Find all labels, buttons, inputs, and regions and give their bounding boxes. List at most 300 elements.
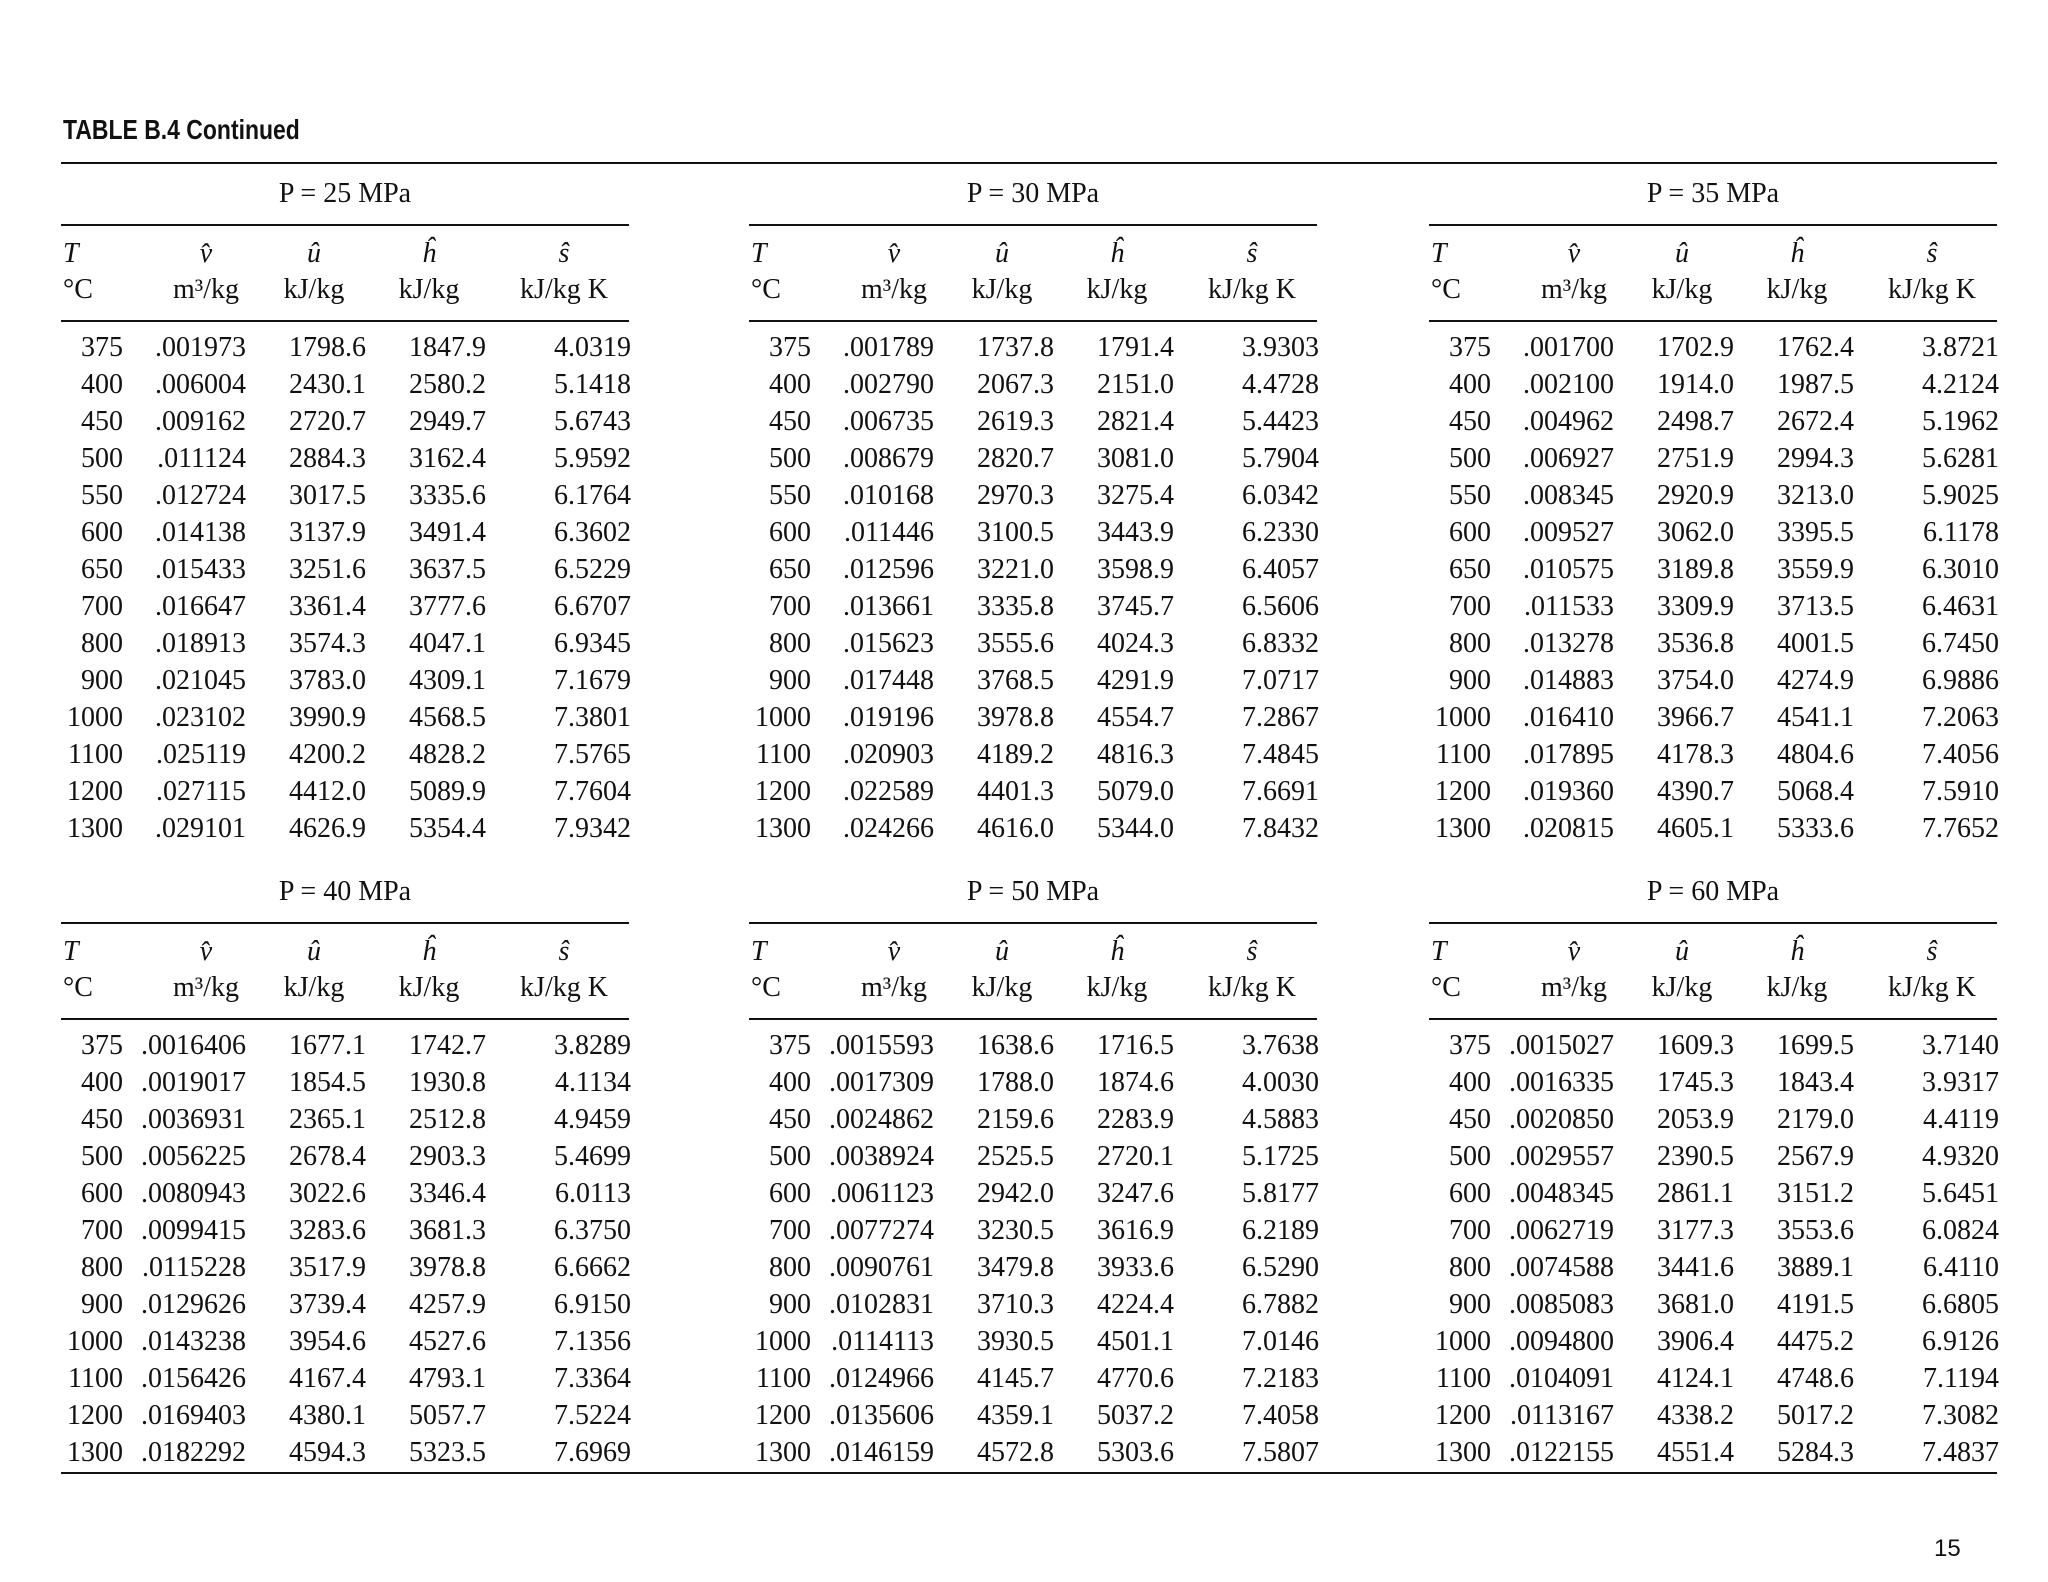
column-unit: kJ/kg bbox=[283, 972, 345, 1003]
temperature-cell: 600 bbox=[1449, 1178, 1491, 1209]
property-cell: .0080943 bbox=[141, 1178, 246, 1209]
property-cell: 6.7882 bbox=[1242, 1289, 1319, 1320]
property-cell: .0104091 bbox=[1509, 1363, 1614, 1394]
property-cell: .0074588 bbox=[1509, 1252, 1614, 1283]
property-cell: .017895 bbox=[1523, 739, 1614, 770]
property-cell: .020815 bbox=[1523, 813, 1614, 844]
header-rule bbox=[749, 1018, 1317, 1020]
property-cell: 2903.3 bbox=[409, 1141, 486, 1172]
property-cell: .017448 bbox=[843, 665, 934, 696]
column-symbol: ĥ bbox=[1110, 936, 1124, 967]
table-row bbox=[749, 1215, 1317, 1252]
property-cell: 4527.6 bbox=[409, 1326, 486, 1357]
property-cell: .0099415 bbox=[141, 1215, 246, 1246]
temperature-cell: 500 bbox=[769, 443, 811, 474]
property-cell: 2619.3 bbox=[977, 406, 1054, 437]
property-cell: 2365.1 bbox=[289, 1104, 366, 1135]
property-cell: 1843.4 bbox=[1777, 1067, 1854, 1098]
property-cell: 6.3750 bbox=[554, 1215, 631, 1246]
table-row bbox=[1429, 702, 1997, 739]
property-cell: 5.8177 bbox=[1242, 1178, 1319, 1209]
property-cell: 4.4119 bbox=[1923, 1104, 1999, 1135]
table-row bbox=[749, 1067, 1317, 1104]
property-cell: 3966.7 bbox=[1657, 702, 1734, 733]
table-row bbox=[61, 1326, 629, 1363]
property-cell: 3346.4 bbox=[409, 1178, 486, 1209]
column-unit: °C bbox=[63, 972, 93, 1003]
property-cell: 7.4837 bbox=[1922, 1437, 1999, 1468]
temperature-cell: 1200 bbox=[67, 1400, 123, 1431]
property-cell: .011446 bbox=[844, 517, 934, 548]
property-cell: .011124 bbox=[157, 443, 246, 474]
property-cell: .016410 bbox=[1523, 702, 1614, 733]
property-cell: 4.5883 bbox=[1242, 1104, 1319, 1135]
pressure-table bbox=[61, 866, 629, 1486]
property-cell: 6.9126 bbox=[1922, 1326, 1999, 1357]
table-row bbox=[61, 480, 629, 517]
property-cell: .0015593 bbox=[829, 1030, 934, 1061]
temperature-cell: 375 bbox=[769, 1030, 811, 1061]
property-cell: 7.9342 bbox=[554, 813, 631, 844]
temperature-cell: 800 bbox=[1449, 628, 1491, 659]
temperature-cell: 550 bbox=[769, 480, 811, 511]
property-cell: 3598.9 bbox=[1097, 554, 1174, 585]
temperature-cell: 1100 bbox=[756, 1363, 811, 1394]
property-cell: .011533 bbox=[1524, 591, 1614, 622]
column-symbol: ŝ bbox=[558, 936, 570, 967]
table-body bbox=[749, 332, 1317, 850]
property-cell: .029101 bbox=[155, 813, 246, 844]
temperature-cell: 500 bbox=[1449, 443, 1491, 474]
property-cell: .013661 bbox=[843, 591, 934, 622]
property-cell: 2067.3 bbox=[977, 369, 1054, 400]
table-row bbox=[749, 1400, 1317, 1437]
table-row bbox=[61, 702, 629, 739]
table-title: TABLE B.4 Continued bbox=[63, 114, 300, 145]
property-cell: .0169403 bbox=[141, 1400, 246, 1431]
property-cell: 3.9317 bbox=[1922, 1067, 1999, 1098]
table-row bbox=[1429, 332, 1997, 369]
property-cell: 6.9886 bbox=[1922, 665, 1999, 696]
property-cell: 6.6662 bbox=[554, 1252, 631, 1283]
table-row bbox=[61, 1400, 629, 1437]
property-cell: 7.3364 bbox=[554, 1363, 631, 1394]
property-cell: .0114113 bbox=[831, 1326, 934, 1357]
property-cell: .025119 bbox=[156, 739, 246, 770]
column-unit: kJ/kg K bbox=[1208, 274, 1296, 305]
property-cell: 7.5224 bbox=[554, 1400, 631, 1431]
property-cell: 4178.3 bbox=[1657, 739, 1734, 770]
property-cell: 3251.6 bbox=[289, 554, 366, 585]
property-cell: 3978.8 bbox=[409, 1252, 486, 1283]
property-cell: 7.0146 bbox=[1242, 1326, 1319, 1357]
column-symbol: T bbox=[63, 936, 79, 967]
column-symbol: T bbox=[1431, 936, 1447, 967]
table-row bbox=[61, 369, 629, 406]
temperature-cell: 1100 bbox=[68, 739, 123, 770]
property-cell: 2567.9 bbox=[1777, 1141, 1854, 1172]
property-cell: 5.6743 bbox=[554, 406, 631, 437]
table-row bbox=[1429, 1141, 1997, 1178]
temperature-cell: 650 bbox=[769, 554, 811, 585]
column-unit: kJ/kg bbox=[971, 274, 1033, 305]
property-cell: 2512.8 bbox=[409, 1104, 486, 1135]
property-cell: 4145.7 bbox=[977, 1363, 1054, 1394]
property-cell: 3017.5 bbox=[289, 480, 366, 511]
column-symbol: ĥ bbox=[1790, 936, 1804, 967]
column-symbol: v̂ bbox=[887, 936, 901, 967]
property-cell: 1737.8 bbox=[977, 332, 1054, 363]
property-cell: 3637.5 bbox=[409, 554, 486, 585]
property-cell: 7.1679 bbox=[554, 665, 631, 696]
property-cell: .0036931 bbox=[141, 1104, 246, 1135]
table-row bbox=[1429, 1178, 1997, 1215]
temperature-cell: 450 bbox=[769, 406, 811, 437]
property-cell: 5.1418 bbox=[554, 369, 631, 400]
table-row bbox=[61, 517, 629, 554]
property-cell: 5.9025 bbox=[1922, 480, 1999, 511]
property-cell: 1874.6 bbox=[1097, 1067, 1174, 1098]
table-bottom-rule bbox=[61, 1472, 1997, 1474]
temperature-cell: 900 bbox=[1449, 1289, 1491, 1320]
property-cell: 1699.5 bbox=[1777, 1030, 1854, 1061]
property-cell: .012724 bbox=[155, 480, 246, 511]
table-row bbox=[1429, 1289, 1997, 1326]
property-cell: 7.1194 bbox=[1923, 1363, 1999, 1394]
column-symbol: T bbox=[63, 238, 79, 269]
property-cell: 3189.8 bbox=[1657, 554, 1734, 585]
table-body bbox=[61, 1030, 629, 1474]
table-row bbox=[749, 1141, 1317, 1178]
property-cell: .0029557 bbox=[1509, 1141, 1614, 1172]
property-cell: 4200.2 bbox=[289, 739, 366, 770]
temperature-cell: 450 bbox=[1449, 1104, 1491, 1135]
column-symbol: û bbox=[307, 238, 321, 269]
table-row bbox=[749, 332, 1317, 369]
table-row bbox=[1429, 1067, 1997, 1104]
column-unit: kJ/kg bbox=[971, 972, 1033, 1003]
temperature-cell: 1200 bbox=[1435, 1400, 1491, 1431]
property-cell: .0015027 bbox=[1509, 1030, 1614, 1061]
column-symbol: v̂ bbox=[887, 238, 901, 269]
temperature-cell: 600 bbox=[81, 517, 123, 548]
property-cell: .009527 bbox=[1523, 517, 1614, 548]
table-row bbox=[1429, 665, 1997, 702]
property-cell: 7.4845 bbox=[1242, 739, 1319, 770]
property-cell: 3213.0 bbox=[1777, 480, 1854, 511]
table-row bbox=[1429, 443, 1997, 480]
temperature-cell: 1000 bbox=[67, 1326, 123, 1357]
header-rule bbox=[1429, 320, 1997, 322]
table-row bbox=[61, 628, 629, 665]
property-cell: 3151.2 bbox=[1777, 1178, 1854, 1209]
temperature-cell: 1100 bbox=[756, 739, 811, 770]
table-row bbox=[1429, 480, 1997, 517]
property-cell: .0020850 bbox=[1509, 1104, 1614, 1135]
column-unit: kJ/kg K bbox=[1208, 972, 1296, 1003]
property-cell: .020903 bbox=[843, 739, 934, 770]
table-row bbox=[61, 1141, 629, 1178]
table-row bbox=[1429, 739, 1997, 776]
column-symbol: û bbox=[995, 238, 1009, 269]
temperature-cell: 600 bbox=[1449, 517, 1491, 548]
table-body bbox=[61, 332, 629, 850]
temperature-cell: 800 bbox=[81, 1252, 123, 1283]
property-cell: 3335.8 bbox=[977, 591, 1054, 622]
property-cell: 2390.5 bbox=[1657, 1141, 1734, 1172]
property-cell: 4541.1 bbox=[1777, 702, 1854, 733]
property-cell: 5.6451 bbox=[1922, 1178, 1999, 1209]
property-cell: 4167.4 bbox=[289, 1363, 366, 1394]
property-cell: .004962 bbox=[1523, 406, 1614, 437]
property-cell: 6.2189 bbox=[1242, 1215, 1319, 1246]
pressure-title: P = 25 MPa bbox=[278, 178, 412, 209]
property-cell: 2159.6 bbox=[977, 1104, 1054, 1135]
property-cell: 2751.9 bbox=[1657, 443, 1734, 474]
property-cell: 7.5807 bbox=[1242, 1437, 1319, 1468]
property-cell: 2920.9 bbox=[1657, 480, 1734, 511]
property-cell: 3443.9 bbox=[1097, 517, 1174, 548]
column-symbol: ĥ bbox=[422, 238, 436, 269]
property-cell: 4412.0 bbox=[289, 776, 366, 807]
table-row bbox=[749, 369, 1317, 406]
property-cell: 2430.1 bbox=[289, 369, 366, 400]
column-unit: °C bbox=[1431, 274, 1461, 305]
property-cell: 6.0342 bbox=[1242, 480, 1319, 511]
property-cell: .010575 bbox=[1523, 554, 1614, 585]
property-cell: 4001.5 bbox=[1777, 628, 1854, 659]
property-cell: 2821.4 bbox=[1097, 406, 1174, 437]
property-cell: 5068.4 bbox=[1777, 776, 1854, 807]
column-symbol: û bbox=[1675, 238, 1689, 269]
temperature-cell: 375 bbox=[81, 1030, 123, 1061]
column-unit: kJ/kg bbox=[1651, 972, 1713, 1003]
property-cell: 6.5606 bbox=[1242, 591, 1319, 622]
temperature-cell: 900 bbox=[1449, 665, 1491, 696]
property-cell: 2151.0 bbox=[1097, 369, 1174, 400]
table-row bbox=[749, 591, 1317, 628]
property-cell: 4189.2 bbox=[977, 739, 1054, 770]
property-cell: .0016406 bbox=[141, 1030, 246, 1061]
temperature-cell: 800 bbox=[1449, 1252, 1491, 1283]
column-unit: kJ/kg bbox=[1086, 972, 1148, 1003]
table-row bbox=[1429, 406, 1997, 443]
property-cell: .0085083 bbox=[1509, 1289, 1614, 1320]
property-cell: 4828.2 bbox=[409, 739, 486, 770]
property-cell: 3275.4 bbox=[1097, 480, 1174, 511]
header-rule bbox=[749, 224, 1317, 226]
table-row bbox=[61, 1437, 629, 1474]
table-row bbox=[749, 517, 1317, 554]
pressure-table bbox=[61, 168, 631, 844]
property-cell: 3221.0 bbox=[977, 554, 1054, 585]
column-unit: m³/kg bbox=[861, 274, 927, 305]
table-row bbox=[61, 1104, 629, 1141]
property-cell: .006927 bbox=[1523, 443, 1614, 474]
property-cell: 5.4699 bbox=[554, 1141, 631, 1172]
property-cell: 3062.0 bbox=[1657, 517, 1734, 548]
header-rule bbox=[1429, 922, 1997, 924]
column-symbol: T bbox=[751, 238, 767, 269]
property-cell: 6.3010 bbox=[1922, 554, 1999, 585]
property-cell: 3.8289 bbox=[554, 1030, 631, 1061]
header-rule bbox=[61, 922, 629, 924]
property-cell: .0124966 bbox=[829, 1363, 934, 1394]
table-row bbox=[61, 332, 629, 369]
temperature-cell: 450 bbox=[769, 1104, 811, 1135]
property-cell: 3574.3 bbox=[289, 628, 366, 659]
property-cell: 6.4110 bbox=[1923, 1252, 1999, 1283]
property-cell: 4.1134 bbox=[555, 1067, 631, 1098]
temperature-cell: 650 bbox=[1449, 554, 1491, 585]
property-cell: 3783.0 bbox=[289, 665, 366, 696]
temperature-cell: 700 bbox=[769, 591, 811, 622]
property-cell: 3.9303 bbox=[1242, 332, 1319, 363]
property-cell: 1702.9 bbox=[1657, 332, 1734, 363]
column-symbol: û bbox=[307, 936, 321, 967]
property-cell: .0143238 bbox=[141, 1326, 246, 1357]
temperature-cell: 900 bbox=[81, 1289, 123, 1320]
property-cell: 3978.8 bbox=[977, 702, 1054, 733]
pressure-table bbox=[749, 168, 1319, 844]
temperature-cell: 450 bbox=[1449, 406, 1491, 437]
property-cell: 3022.6 bbox=[289, 1178, 366, 1209]
temperature-cell: 375 bbox=[1449, 332, 1491, 363]
property-cell: 4024.3 bbox=[1097, 628, 1174, 659]
table-row bbox=[1429, 1326, 1997, 1363]
table-row bbox=[749, 1178, 1317, 1215]
property-cell: .019196 bbox=[843, 702, 934, 733]
property-cell: 6.4631 bbox=[1922, 591, 1999, 622]
header-rule bbox=[1429, 224, 1997, 226]
temperature-cell: 1000 bbox=[1435, 1326, 1491, 1357]
property-cell: 6.1178 bbox=[1923, 517, 1999, 548]
property-cell: 5037.2 bbox=[1097, 1400, 1174, 1431]
property-cell: 4124.1 bbox=[1657, 1363, 1734, 1394]
temperature-cell: 700 bbox=[81, 591, 123, 622]
property-cell: 4551.4 bbox=[1657, 1437, 1734, 1468]
property-cell: 3616.9 bbox=[1097, 1215, 1174, 1246]
property-cell: 4274.9 bbox=[1777, 665, 1854, 696]
property-cell: .018913 bbox=[155, 628, 246, 659]
property-cell: .0094800 bbox=[1509, 1326, 1614, 1357]
property-cell: 2283.9 bbox=[1097, 1104, 1174, 1135]
table-row bbox=[1429, 517, 1997, 554]
property-cell: .0016335 bbox=[1509, 1067, 1614, 1098]
property-cell: 7.2063 bbox=[1922, 702, 1999, 733]
property-cell: 2525.5 bbox=[977, 1141, 1054, 1172]
property-cell: 3361.4 bbox=[289, 591, 366, 622]
temperature-cell: 400 bbox=[769, 1067, 811, 1098]
property-cell: 3081.0 bbox=[1097, 443, 1174, 474]
property-cell: 4770.6 bbox=[1097, 1363, 1174, 1394]
property-cell: 4554.7 bbox=[1097, 702, 1174, 733]
table-row bbox=[61, 1067, 629, 1104]
property-cell: 3906.4 bbox=[1657, 1326, 1734, 1357]
property-cell: 6.5290 bbox=[1242, 1252, 1319, 1283]
property-cell: 6.3602 bbox=[554, 517, 631, 548]
property-cell: 3162.4 bbox=[409, 443, 486, 474]
property-cell: 3710.3 bbox=[977, 1289, 1054, 1320]
property-cell: 6.9150 bbox=[554, 1289, 631, 1320]
table-row bbox=[61, 1215, 629, 1252]
property-cell: 5.7904 bbox=[1242, 443, 1319, 474]
page-number: 15 bbox=[1934, 1535, 1961, 1562]
property-cell: .0077274 bbox=[829, 1215, 934, 1246]
temperature-cell: 1200 bbox=[755, 776, 811, 807]
property-cell: 6.8332 bbox=[1242, 628, 1319, 659]
table-body bbox=[1429, 1030, 1997, 1474]
temperature-cell: 700 bbox=[1449, 1215, 1491, 1246]
column-unit: kJ/kg K bbox=[1888, 274, 1976, 305]
column-symbol: ĥ bbox=[1790, 238, 1804, 269]
temperature-cell: 500 bbox=[81, 1141, 123, 1172]
property-cell: 4616.0 bbox=[977, 813, 1054, 844]
property-cell: 5323.5 bbox=[409, 1437, 486, 1468]
property-cell: 3177.3 bbox=[1657, 1215, 1734, 1246]
column-unit: kJ/kg bbox=[398, 972, 460, 1003]
property-cell: 3491.4 bbox=[409, 517, 486, 548]
pressure-title: P = 50 MPa bbox=[966, 876, 1100, 907]
property-cell: 7.7604 bbox=[554, 776, 631, 807]
property-cell: .0182292 bbox=[141, 1437, 246, 1468]
column-symbol: v̂ bbox=[199, 936, 213, 967]
table-row bbox=[1429, 1215, 1997, 1252]
temperature-cell: 375 bbox=[769, 332, 811, 363]
temperature-cell: 550 bbox=[1449, 480, 1491, 511]
temperature-cell: 900 bbox=[769, 1289, 811, 1320]
temperature-cell: 1000 bbox=[755, 702, 811, 733]
pressure-title: P = 35 MPa bbox=[1646, 178, 1780, 209]
temperature-cell: 600 bbox=[769, 1178, 811, 1209]
property-cell: 4594.3 bbox=[289, 1437, 366, 1468]
header-rule bbox=[749, 922, 1317, 924]
property-cell: 1914.0 bbox=[1657, 369, 1734, 400]
property-cell: .008679 bbox=[843, 443, 934, 474]
property-cell: 6.2330 bbox=[1242, 517, 1319, 548]
property-cell: 3713.5 bbox=[1777, 591, 1854, 622]
property-cell: 5089.9 bbox=[409, 776, 486, 807]
column-symbol: ŝ bbox=[1246, 238, 1258, 269]
property-cell: .027115 bbox=[156, 776, 246, 807]
property-cell: 3335.6 bbox=[409, 480, 486, 511]
column-unit: m³/kg bbox=[173, 274, 239, 305]
column-symbol: v̂ bbox=[199, 238, 213, 269]
temperature-cell: 1000 bbox=[1435, 702, 1491, 733]
property-cell: 5.4423 bbox=[1242, 406, 1319, 437]
property-cell: 3283.6 bbox=[289, 1215, 366, 1246]
property-cell: 7.4058 bbox=[1242, 1400, 1319, 1431]
table-row bbox=[1429, 1104, 1997, 1141]
column-unit: m³/kg bbox=[173, 972, 239, 1003]
property-cell: 3.8721 bbox=[1922, 332, 1999, 363]
property-cell: 3777.6 bbox=[409, 591, 486, 622]
property-cell: .0146159 bbox=[829, 1437, 934, 1468]
table-row bbox=[61, 1252, 629, 1289]
column-unit: kJ/kg bbox=[283, 274, 345, 305]
table-row bbox=[1429, 1030, 1997, 1067]
property-cell: .0113167 bbox=[1510, 1400, 1614, 1431]
column-symbol: T bbox=[751, 936, 767, 967]
temperature-cell: 1200 bbox=[1435, 776, 1491, 807]
temperature-cell: 1200 bbox=[67, 776, 123, 807]
property-cell: 5303.6 bbox=[1097, 1437, 1174, 1468]
temperature-cell: 700 bbox=[769, 1215, 811, 1246]
header-rule bbox=[749, 320, 1317, 322]
property-cell: 4.2124 bbox=[1922, 369, 1999, 400]
property-cell: .022589 bbox=[843, 776, 934, 807]
property-cell: 7.1356 bbox=[554, 1326, 631, 1357]
